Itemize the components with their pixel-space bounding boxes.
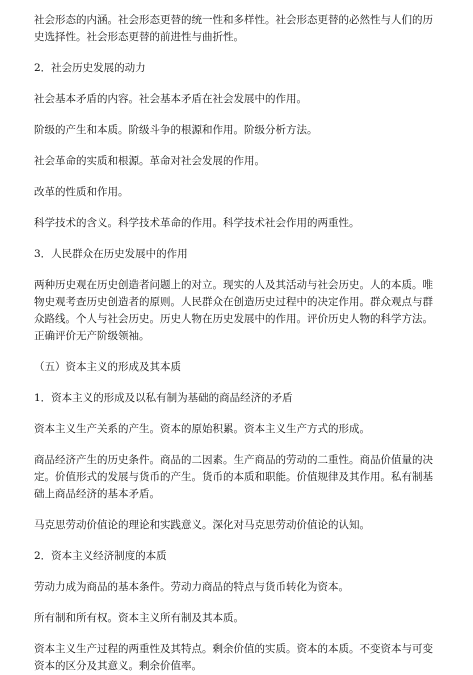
paragraph-surplus-value: 资本主义生产过程的两重性及其特点。剩余价值的实质。资本的本质。不变资本与可变资本的区分及其意义。剩余价值率。 <box>34 643 433 672</box>
paragraph-ownership: 所有制和所有权。资本主义所有制及其本质。 <box>34 612 244 624</box>
paragraph-commodity-economy: 商品经济产生的历史条件。商品的二因素。生产商品的劳动的二重性。商品价值量的决定。价值形式的发展与货币的产生。货币的本质和职能。价值规律及其作用。私有制基础上商品经济的基本矛盾。 <box>34 454 433 500</box>
paragraph-historical-views: 两种历史观在历史创造者问题上的对立。现实的人及其活动与社会历史。人的本质。唯物史观考查历史创造者的原则。人民群众在创造历史过程中的决定作用。群众观点与群众路线。个人与社会历史。历史人物在历史发展中的作用。评价历史人物的科学方法。正确评价无产阶级领袖。 <box>34 279 433 342</box>
paragraph-science-technology: 科学技术的含义。科学技术革命的作用。科学技术社会作用的两重性。 <box>34 217 360 229</box>
paragraph-revolution: 社会革命的实质和根源。革命对社会发展的作用。 <box>34 155 265 167</box>
paragraph-basic-contradiction: 社会基本矛盾的内容。社会基本矛盾在社会发展中的作用。 <box>34 93 307 105</box>
paragraph-social-formation: 社会形态的内涵。社会形态更替的统一性和多样性。社会形态更替的必然性与人们的历史选择性。社会形态更替的前进性与曲折性。 <box>34 14 433 43</box>
paragraph-capitalist-relations: 资本主义生产关系的产生。资本的原始积累。资本主义生产方式的形成。 <box>34 423 370 435</box>
heading-capitalism-section: （五）资本主义的形成及其本质 <box>34 361 181 373</box>
paragraph-labor-power: 劳动力成为商品的基本条件。劳动力商品的特点与货币转化为资本。 <box>34 581 349 593</box>
heading-capitalist-economy: 2．资本主义经济制度的本质 <box>34 550 167 562</box>
heading-driving-forces: 2．社会历史发展的动力 <box>34 62 146 74</box>
heading-people-role: 3．人民群众在历史发展中的作用 <box>34 248 188 260</box>
heading-capitalism-formation: 1．资本主义的形成及以私有制为基础的商品经济的矛盾 <box>34 392 293 404</box>
paragraph-labor-theory: 马克思劳动价值论的理论和实践意义。深化对马克思劳动价值论的认知。 <box>34 519 370 531</box>
paragraph-class: 阶级的产生和本质。阶级斗争的根源和作用。阶级分析方法。 <box>34 124 318 136</box>
paragraph-reform: 改革的性质和作用。 <box>34 186 129 198</box>
